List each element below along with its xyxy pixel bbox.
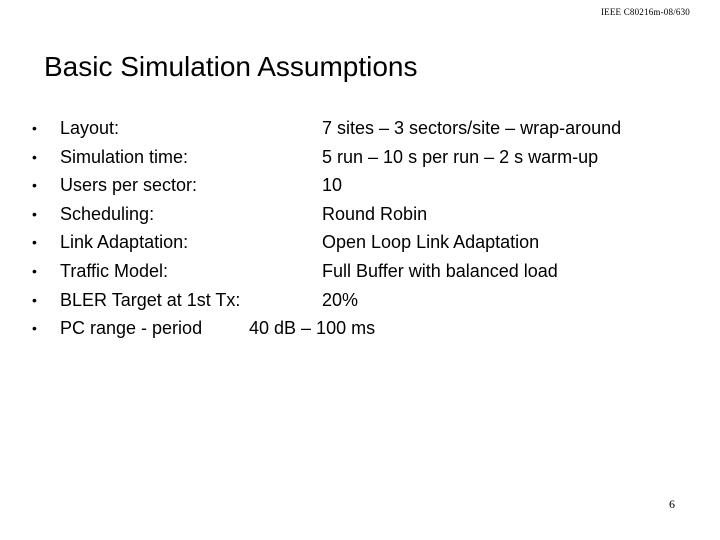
list-item-users-per-sector <box>0 171 720 200</box>
item-value: 20% <box>322 289 359 310</box>
item-value: 7 sites – 3 sectors/site – wrap-around <box>322 118 622 138</box>
bullet-icon: • <box>32 262 37 279</box>
item-value: 10 <box>322 175 343 196</box>
list-item-link-adaptation <box>0 228 720 257</box>
bullet-icon: • <box>32 120 37 136</box>
list-item-scheduling <box>0 200 720 229</box>
page-number: 6 <box>669 497 675 511</box>
item-label: PC range - period <box>60 318 203 339</box>
item-value: Round Robin <box>322 203 428 224</box>
bullet-icon: • <box>32 234 37 251</box>
item-value: Open Loop Link Adaptation <box>322 232 540 253</box>
list-item-layout <box>0 114 720 143</box>
document-tag: IEEE C80216m-08/630 <box>600 7 690 17</box>
bullet-icon: • <box>32 148 37 165</box>
item-label: Users per sector: <box>60 175 198 196</box>
assumptions-list <box>0 114 720 343</box>
list-item-pc-range <box>0 314 720 343</box>
list-item-traffic-model <box>0 257 720 286</box>
slide-title: Basic Simulation Assumptions <box>44 51 418 82</box>
item-value: 5 run – 10 s per run – 2 s warm-up <box>322 146 599 167</box>
bullet-icon: • <box>32 291 37 308</box>
item-label: Link Adaptation: <box>60 232 189 253</box>
item-value: Full Buffer with balanced load <box>322 260 558 281</box>
item-label: Scheduling: <box>60 203 155 224</box>
list-item-bler-target <box>0 286 720 315</box>
list-item-simulation-time <box>0 143 720 172</box>
item-label: Layout: <box>60 118 120 138</box>
bullet-icon: • <box>32 320 37 337</box>
item-value: 40 dB – 100 ms <box>249 318 376 339</box>
bullet-icon: • <box>32 205 37 222</box>
bullet-icon: • <box>32 177 37 194</box>
item-label: BLER Target at 1st Tx: <box>60 289 241 310</box>
item-label: Simulation time: <box>60 146 189 167</box>
item-label: Traffic Model: <box>60 260 169 281</box>
